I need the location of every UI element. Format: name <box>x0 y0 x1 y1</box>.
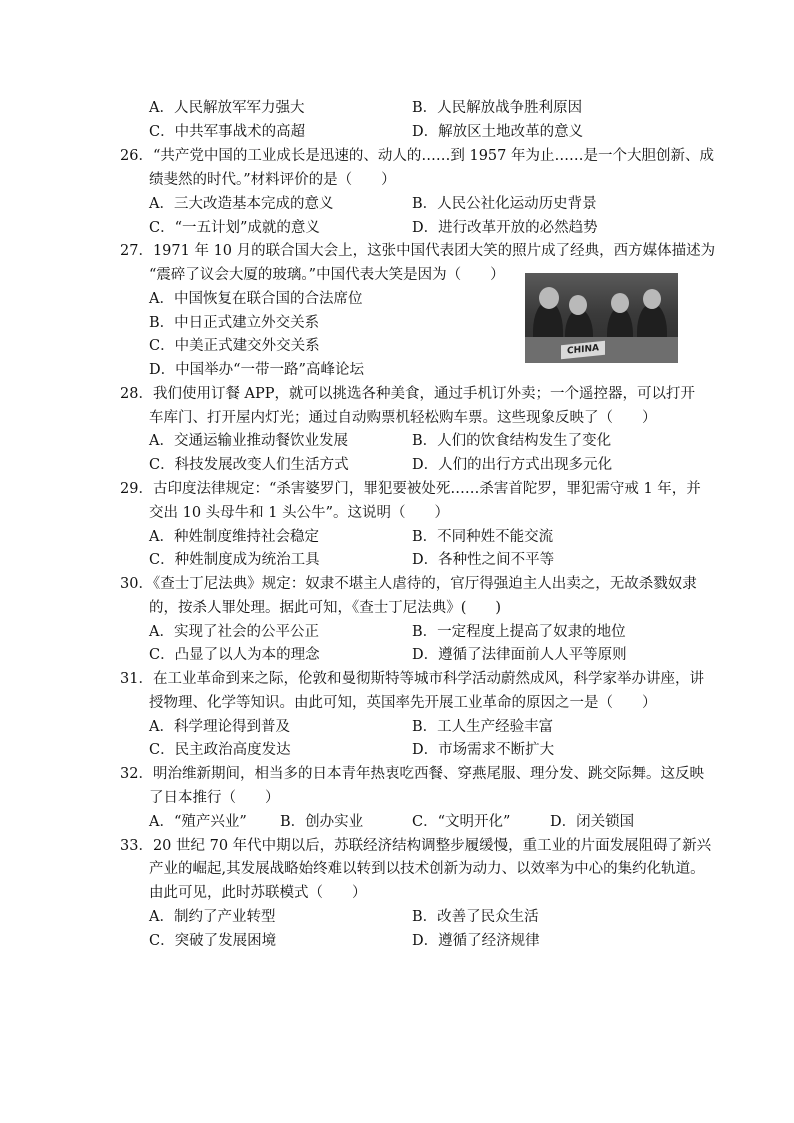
q33-stem-line2: 产业的崛起,其发展战略始终难以转到以技术创新为动力、以效率为中心的集约化轨道。 <box>149 861 705 877</box>
q29-stem-line1: 29．古印度法律规定：“杀害婆罗门，罪犯要被处死……杀害首陀罗，罪犯需守戒 1 年，并 <box>120 481 701 497</box>
q27-option-c: C．中美正式建交外交关系 <box>149 338 320 354</box>
china-nameplate: CHINA <box>561 341 605 360</box>
q25-option-a: A．人民解放军军力强大 <box>149 100 305 116</box>
q26-option-d: D．进行改革开放的必然趋势 <box>412 220 598 236</box>
q30-stem-line1: 30．《查士丁尼法典》规定：奴隶不堪主人虐待的，官厅得强迫主人出卖之，无故杀戮奴隶 <box>120 576 697 592</box>
q32-option-c: C．“文明开化” <box>412 814 511 830</box>
q27-stem-line2: “震碎了议会大厦的玻璃。”中国代表大笑是因为（ ） <box>149 267 505 283</box>
q31-option-b: B．工人生产经验丰富 <box>412 719 554 735</box>
q29-option-d: D．各种性之间不平等 <box>412 552 555 568</box>
q28-option-d: D．人们的出行方式出现多元化 <box>412 457 613 473</box>
q26-stem-line1: 26．“共产党中国的工业成长是迅速的、动人的……到 1957 年为止……是一个大胆创新、成 <box>120 148 714 164</box>
q33-option-c: C．突破了发展困境 <box>149 933 277 949</box>
q31-option-d: D．市场需求不断扩大 <box>412 742 555 758</box>
q30-option-c: C．凸显了以人为本的理念 <box>149 647 320 663</box>
q30-option-d: D．遵循了法律面前人人平等原则 <box>412 647 627 663</box>
q29-option-b: B．不同种姓不能交流 <box>412 529 554 545</box>
q28-stem-line1: 28．我们使用订餐 APP，就可以挑选各种美食，通过手机订外卖；一个遥控器，可以打开 <box>120 386 696 402</box>
q27-option-b: B．中日正式建立外交关系 <box>149 315 320 331</box>
q26-stem-line2: 绩斐然的时代。”材料评价的是（ ） <box>149 172 396 188</box>
q30-option-b: B．一定程度上提高了奴隶的地位 <box>412 624 626 640</box>
q30-stem-line2: 的，按杀人罪处理。据此可知，《查士丁尼法典》( ) <box>149 600 502 616</box>
q32-option-b: B．创办实业 <box>280 814 364 830</box>
q26-option-a: A．三大改造基本完成的意义 <box>149 196 334 212</box>
q33-option-b: B．改善了民众生活 <box>412 909 539 925</box>
q31-stem-line2: 授物理、化学等知识。由此可知，英国率先开展工业革命的原因之一是（ ） <box>149 695 657 711</box>
q31-option-a: A．科学理论得到普及 <box>149 719 290 735</box>
q28-option-a: A．交通运输业推动餐饮业发展 <box>149 433 348 449</box>
q26-option-c: C．“一五计划”成就的意义 <box>149 220 320 236</box>
q27-option-a: A．中国恢复在联合国的合法席位 <box>149 291 363 307</box>
q29-stem-line2: 交出 10 头母牛和 1 头公牛”。这说明（ ） <box>149 505 450 521</box>
q25-option-c: C．中共军事战术的高超 <box>149 124 306 140</box>
q26-option-b: B．人民公社化运动历史背景 <box>412 196 597 212</box>
q33-stem-line1: 33．20 世纪 70 年代中期以后，苏联经济结构调整步履缓慢，重工业的片面发展阻碍了新兴 <box>120 838 712 854</box>
q25-option-b: B．人民解放战争胜利原因 <box>412 100 583 116</box>
q32-stem-line2: 了日本推行（ ） <box>149 790 280 806</box>
q28-stem-line2: 车库门、打开屋内灯光；通过自动购票机轻松购车票。这些现象反映了（ ） <box>149 410 657 426</box>
q32-option-d: D．闭关锁国 <box>550 814 635 830</box>
q30-option-a: A．实现了社会的公平公正 <box>149 624 319 640</box>
q28-option-c: C．科技发展改变人们生活方式 <box>149 457 349 473</box>
un-delegation-photo <box>525 273 678 363</box>
q29-option-a: A．种姓制度维持社会稳定 <box>149 529 319 545</box>
q25-option-d: D．解放区土地改革的意义 <box>412 124 584 140</box>
q32-stem-line1: 32．明治维新期间，相当多的日本青年热衷吃西餐、穿燕尾服、理分发、跳交际舞。这反映 <box>120 766 704 782</box>
q27-option-d: D．中国举办“一带一路”高峰论坛 <box>149 362 364 378</box>
q31-option-c: C．民主政治高度发达 <box>149 742 291 758</box>
q33-option-d: D．遵循了经济规律 <box>412 933 540 949</box>
q33-option-a: A．制约了产业转型 <box>149 909 276 925</box>
q32-option-a: A．“殖产兴业” <box>149 814 247 830</box>
q27-stem-line1: 27．1971 年 10 月的联合国大会上，这张中国代表团大笑的照片成了经典，西方媒体描述为 <box>120 243 716 259</box>
q31-stem-line1: 31．在工业革命到来之际，伦敦和曼彻斯特等城市科学活动蔚然成风，科学家举办讲座，讲 <box>120 671 704 687</box>
q28-option-b: B．人们的饮食结构发生了变化 <box>412 433 612 449</box>
q33-stem-line3: 由此可见，此时苏联模式（ ） <box>149 885 367 901</box>
q29-option-c: C．种姓制度成为统治工具 <box>149 552 320 568</box>
